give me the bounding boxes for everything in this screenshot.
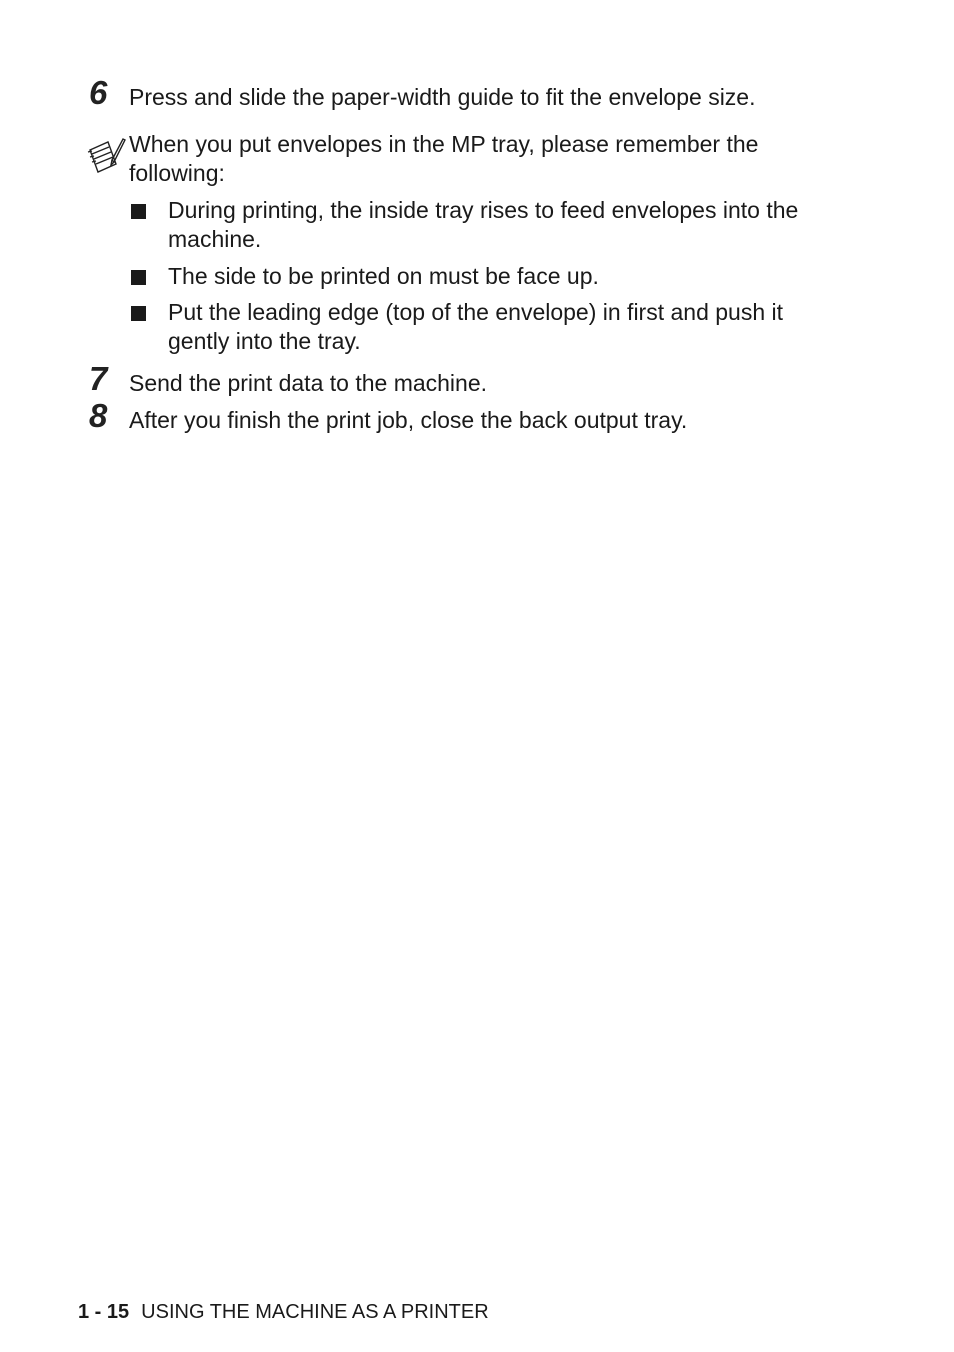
bullet-text: The side to be printed on must be face up. [168, 263, 599, 289]
section-title: USING THE MACHINE AS A PRINTER [141, 1301, 489, 1323]
step-text: Press and slide the paper-width guide to fit the envelope size. [129, 84, 756, 110]
step-text: After you finish the print job, close the back output tray. [129, 407, 688, 433]
step-number: 6 [89, 74, 108, 111]
bullet-square-icon [131, 204, 146, 219]
note-pencil-icon [86, 136, 126, 176]
bullet-text: During printing, the inside tray rises to feed envelopes into the machine. [168, 197, 799, 252]
page-number: 1 - 15 [78, 1301, 130, 1323]
note-intro: When you put envelopes in the MP tray, please remember the following: [129, 131, 759, 186]
page-footer [78, 1300, 489, 1324]
bullet-square-icon [131, 306, 146, 321]
step-text: Send the print data to the machine. [129, 370, 488, 396]
step-number: 8 [89, 397, 108, 434]
bullet-square-icon [131, 270, 146, 285]
bullet-text: Put the leading edge (top of the envelope) in first and push it gently into the tray. [168, 299, 784, 354]
step-number: 7 [89, 360, 108, 397]
